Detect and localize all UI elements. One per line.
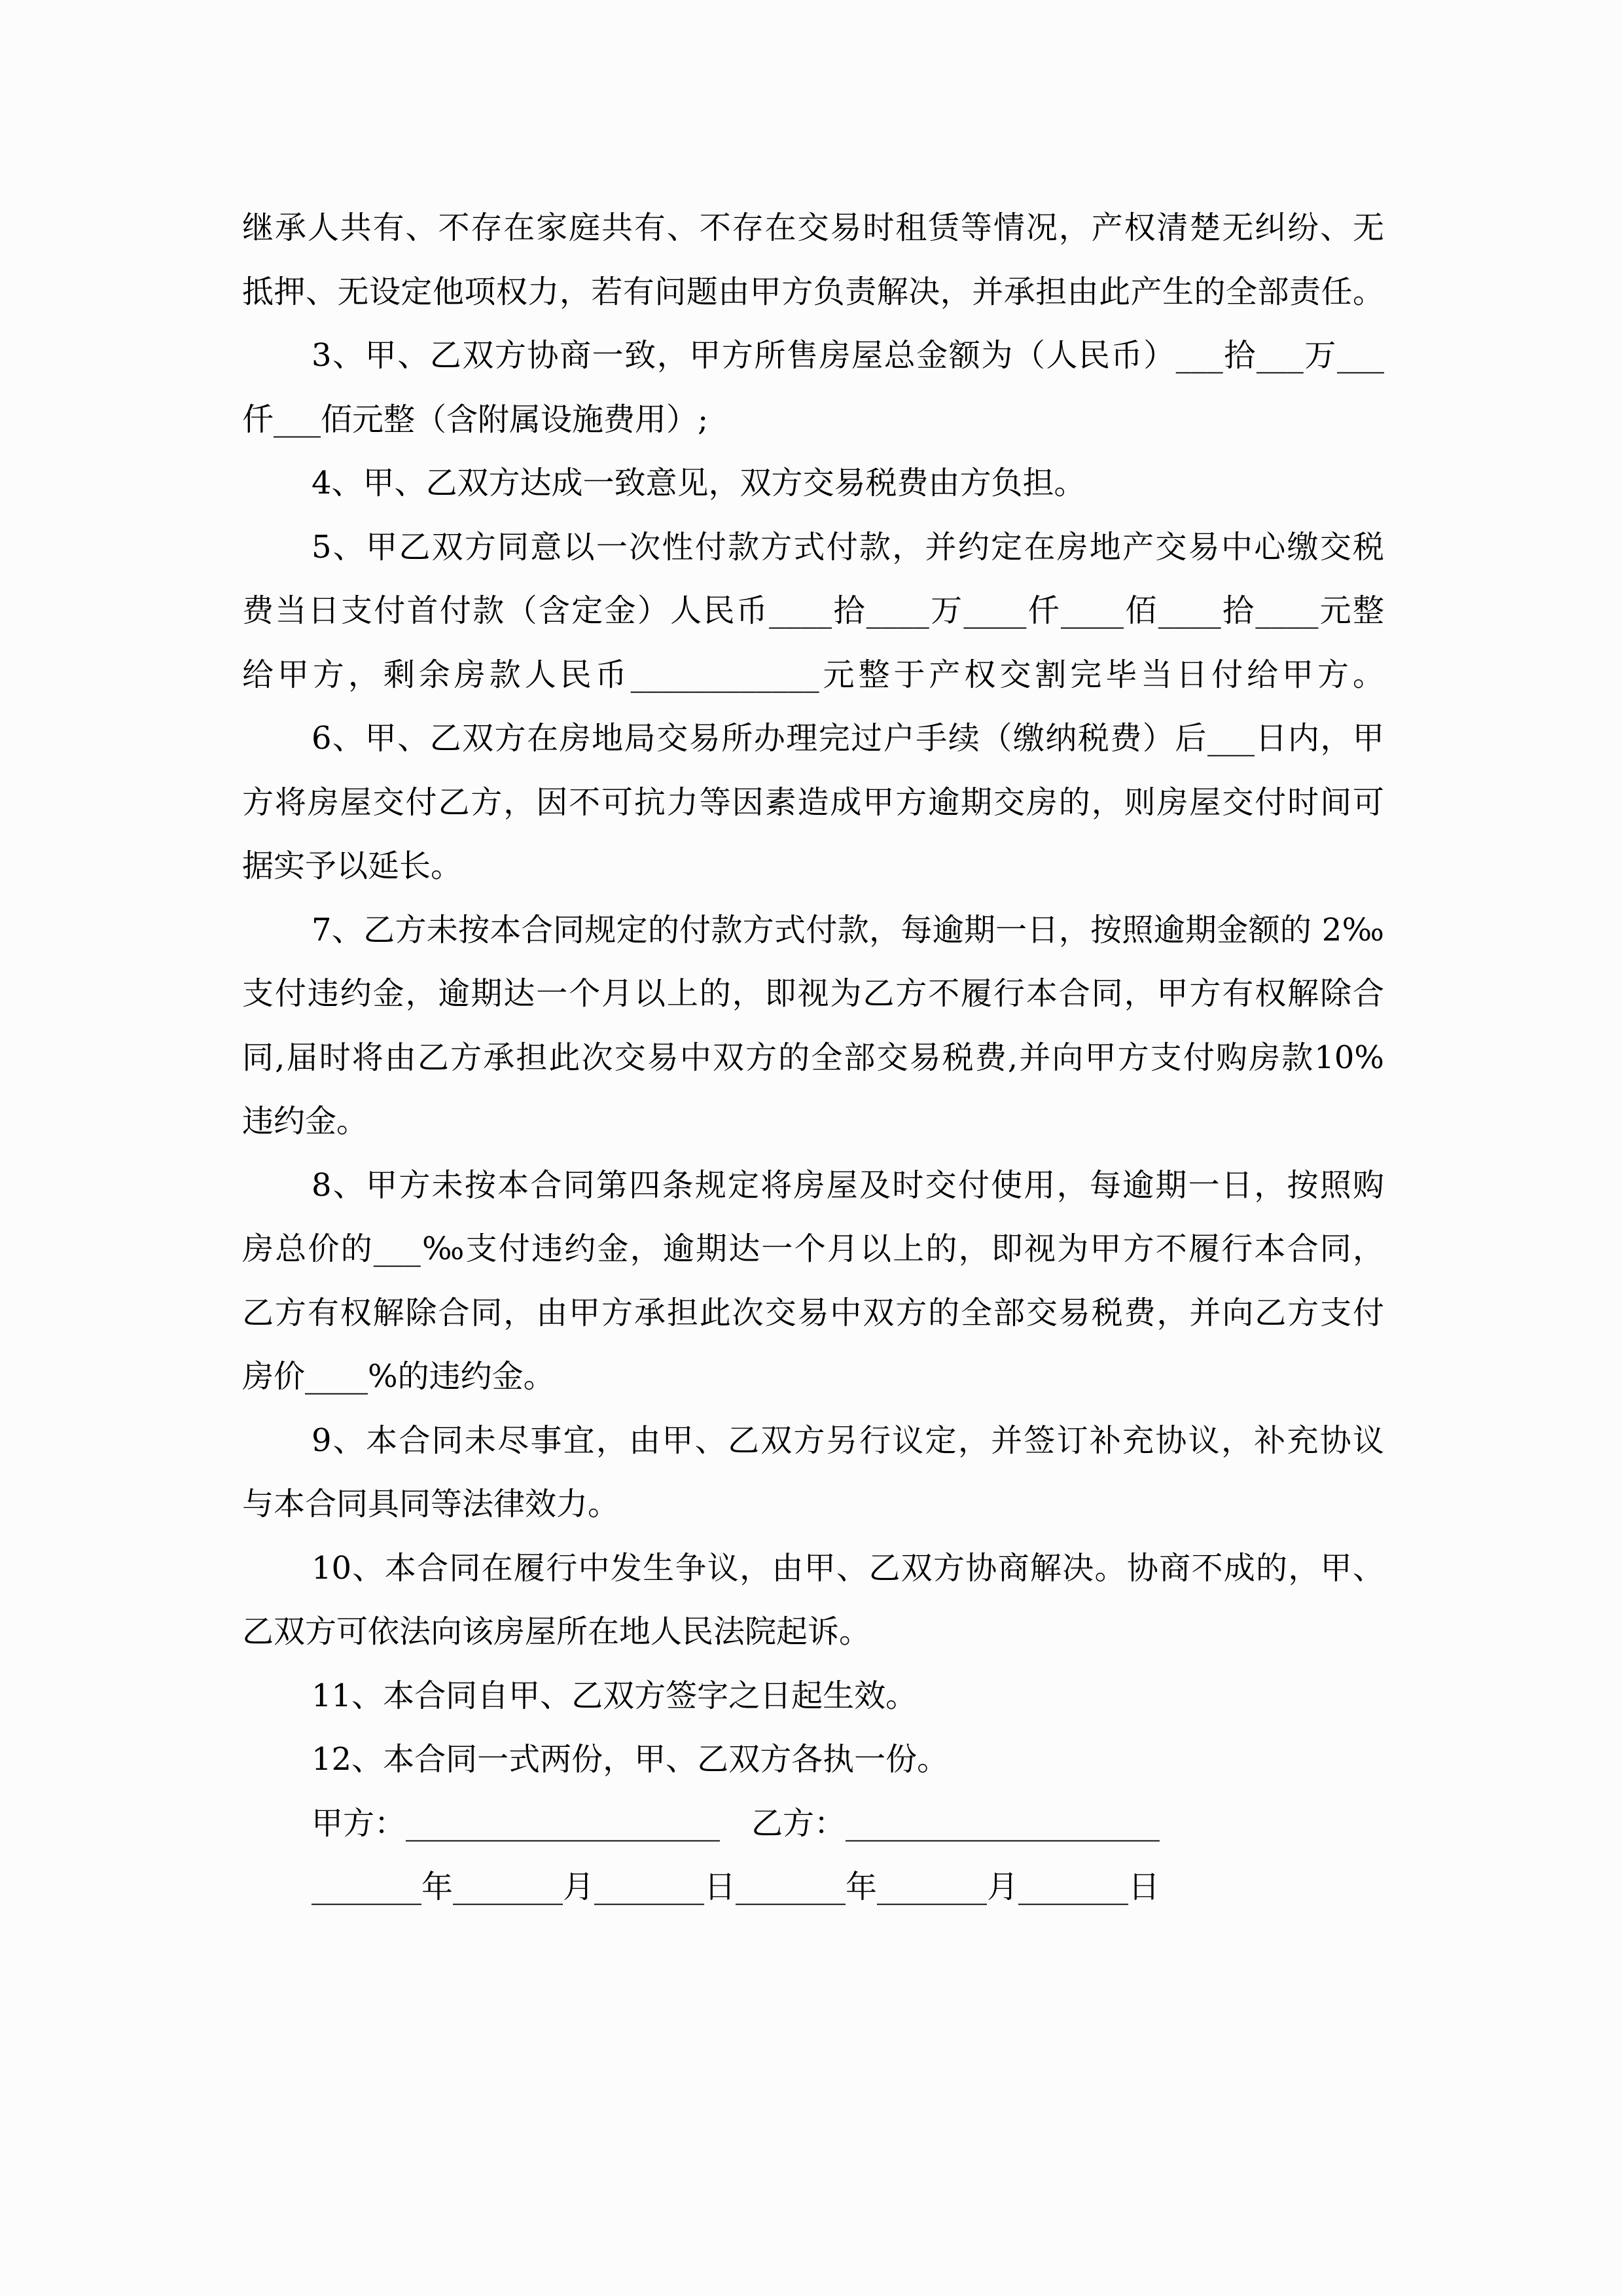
text-line: 乙方有权解除合同，由甲方承担此次交易中双方的全部交易税费，并向乙方支付 [242,1294,1384,1331]
text-line: 给甲方，剩余房款人民币____________元整于产权交割完毕当日付给甲方。 [242,656,1384,693]
text-line: 与本合同具同等法律效力。 [242,1486,620,1522]
date-line: _______年_______月_______日_______年_______月_______日 [312,1869,1160,1905]
text-line: 费当日支付首付款（含定金）人民币____拾____万____仟____佰____拾____元整 [242,592,1384,629]
text-line: 5、甲乙双方同意以一次性付款方式付款，并约定在房地产交易中心缴交税 [312,528,1384,565]
text-line: 同,届时将由乙方承担此次交易中双方的全部交易税费,并向甲方支付购房款10% [242,1039,1384,1076]
contract-body [242,196,1384,1920]
text-line: 7、乙方未按本合同规定的付款方式付款，每逾期一日，按照逾期金额的 2‰ [312,911,1384,948]
text-line: 6、甲、乙双方在房地局交易所办理完过户手续（缴纳税费）后___日内，甲 [312,720,1384,757]
text-line: 违约金。 [242,1103,368,1139]
text-line: 8、甲方未按本合同第四条规定将房屋及时交付使用，每逾期一日，按照购 [312,1166,1384,1204]
signature-line: 甲方：____________________ 乙方：____________________ [312,1804,1160,1842]
text-line: 9、本合同未尽事宜，由甲、乙双方另行议定，并签订补充协议，补充协议 [312,1422,1384,1459]
text-line: 房总价的___‰支付违约金，逾期达一个月以上的，即视为甲方不履行本合同， [242,1230,1384,1267]
text-line: 乙双方可依法向该房屋所在地人民法院起诉。 [242,1613,871,1650]
text-line: 继承人共有、不存在家庭共有、不存在交易时租赁等情况，产权清楚无纠纷、无 [242,209,1384,246]
text-line: 10、本合同在履行中发生争议，由甲、乙双方协商解决。协商不成的，甲、 [312,1549,1384,1587]
text-line: 仟___佰元整（含附属设施费用）; [242,401,709,438]
text-line: 抵押、无设定他项权力，若有问题由甲方负责解决，并承担由此产生的全部责任。 [242,273,1384,310]
text-line: 支付违约金，逾期达一个月以上的，即视为乙方不履行本合同，甲方有权解除合 [242,975,1384,1012]
text-line: 11、本合同自甲、乙双方签字之日起生效。 [312,1677,918,1714]
text-line: 房价____%的违约金。 [242,1358,555,1395]
text-line: 方将房屋交付乙方，因不可抗力等因素造成甲方逾期交房的，则房屋交付时间可 [242,783,1384,821]
text-line: 3、甲、乙双方协商一致，甲方所售房屋总金额为（人民币）___拾___万___ [312,337,1384,374]
text-line: 4、甲、乙双方达成一致意见，双方交易税费由方负担。 [312,465,1086,501]
text-line: 12、本合同一式两份，甲、乙双方各执一份。 [312,1741,949,1778]
text-line: 据实予以延长。 [242,848,463,884]
